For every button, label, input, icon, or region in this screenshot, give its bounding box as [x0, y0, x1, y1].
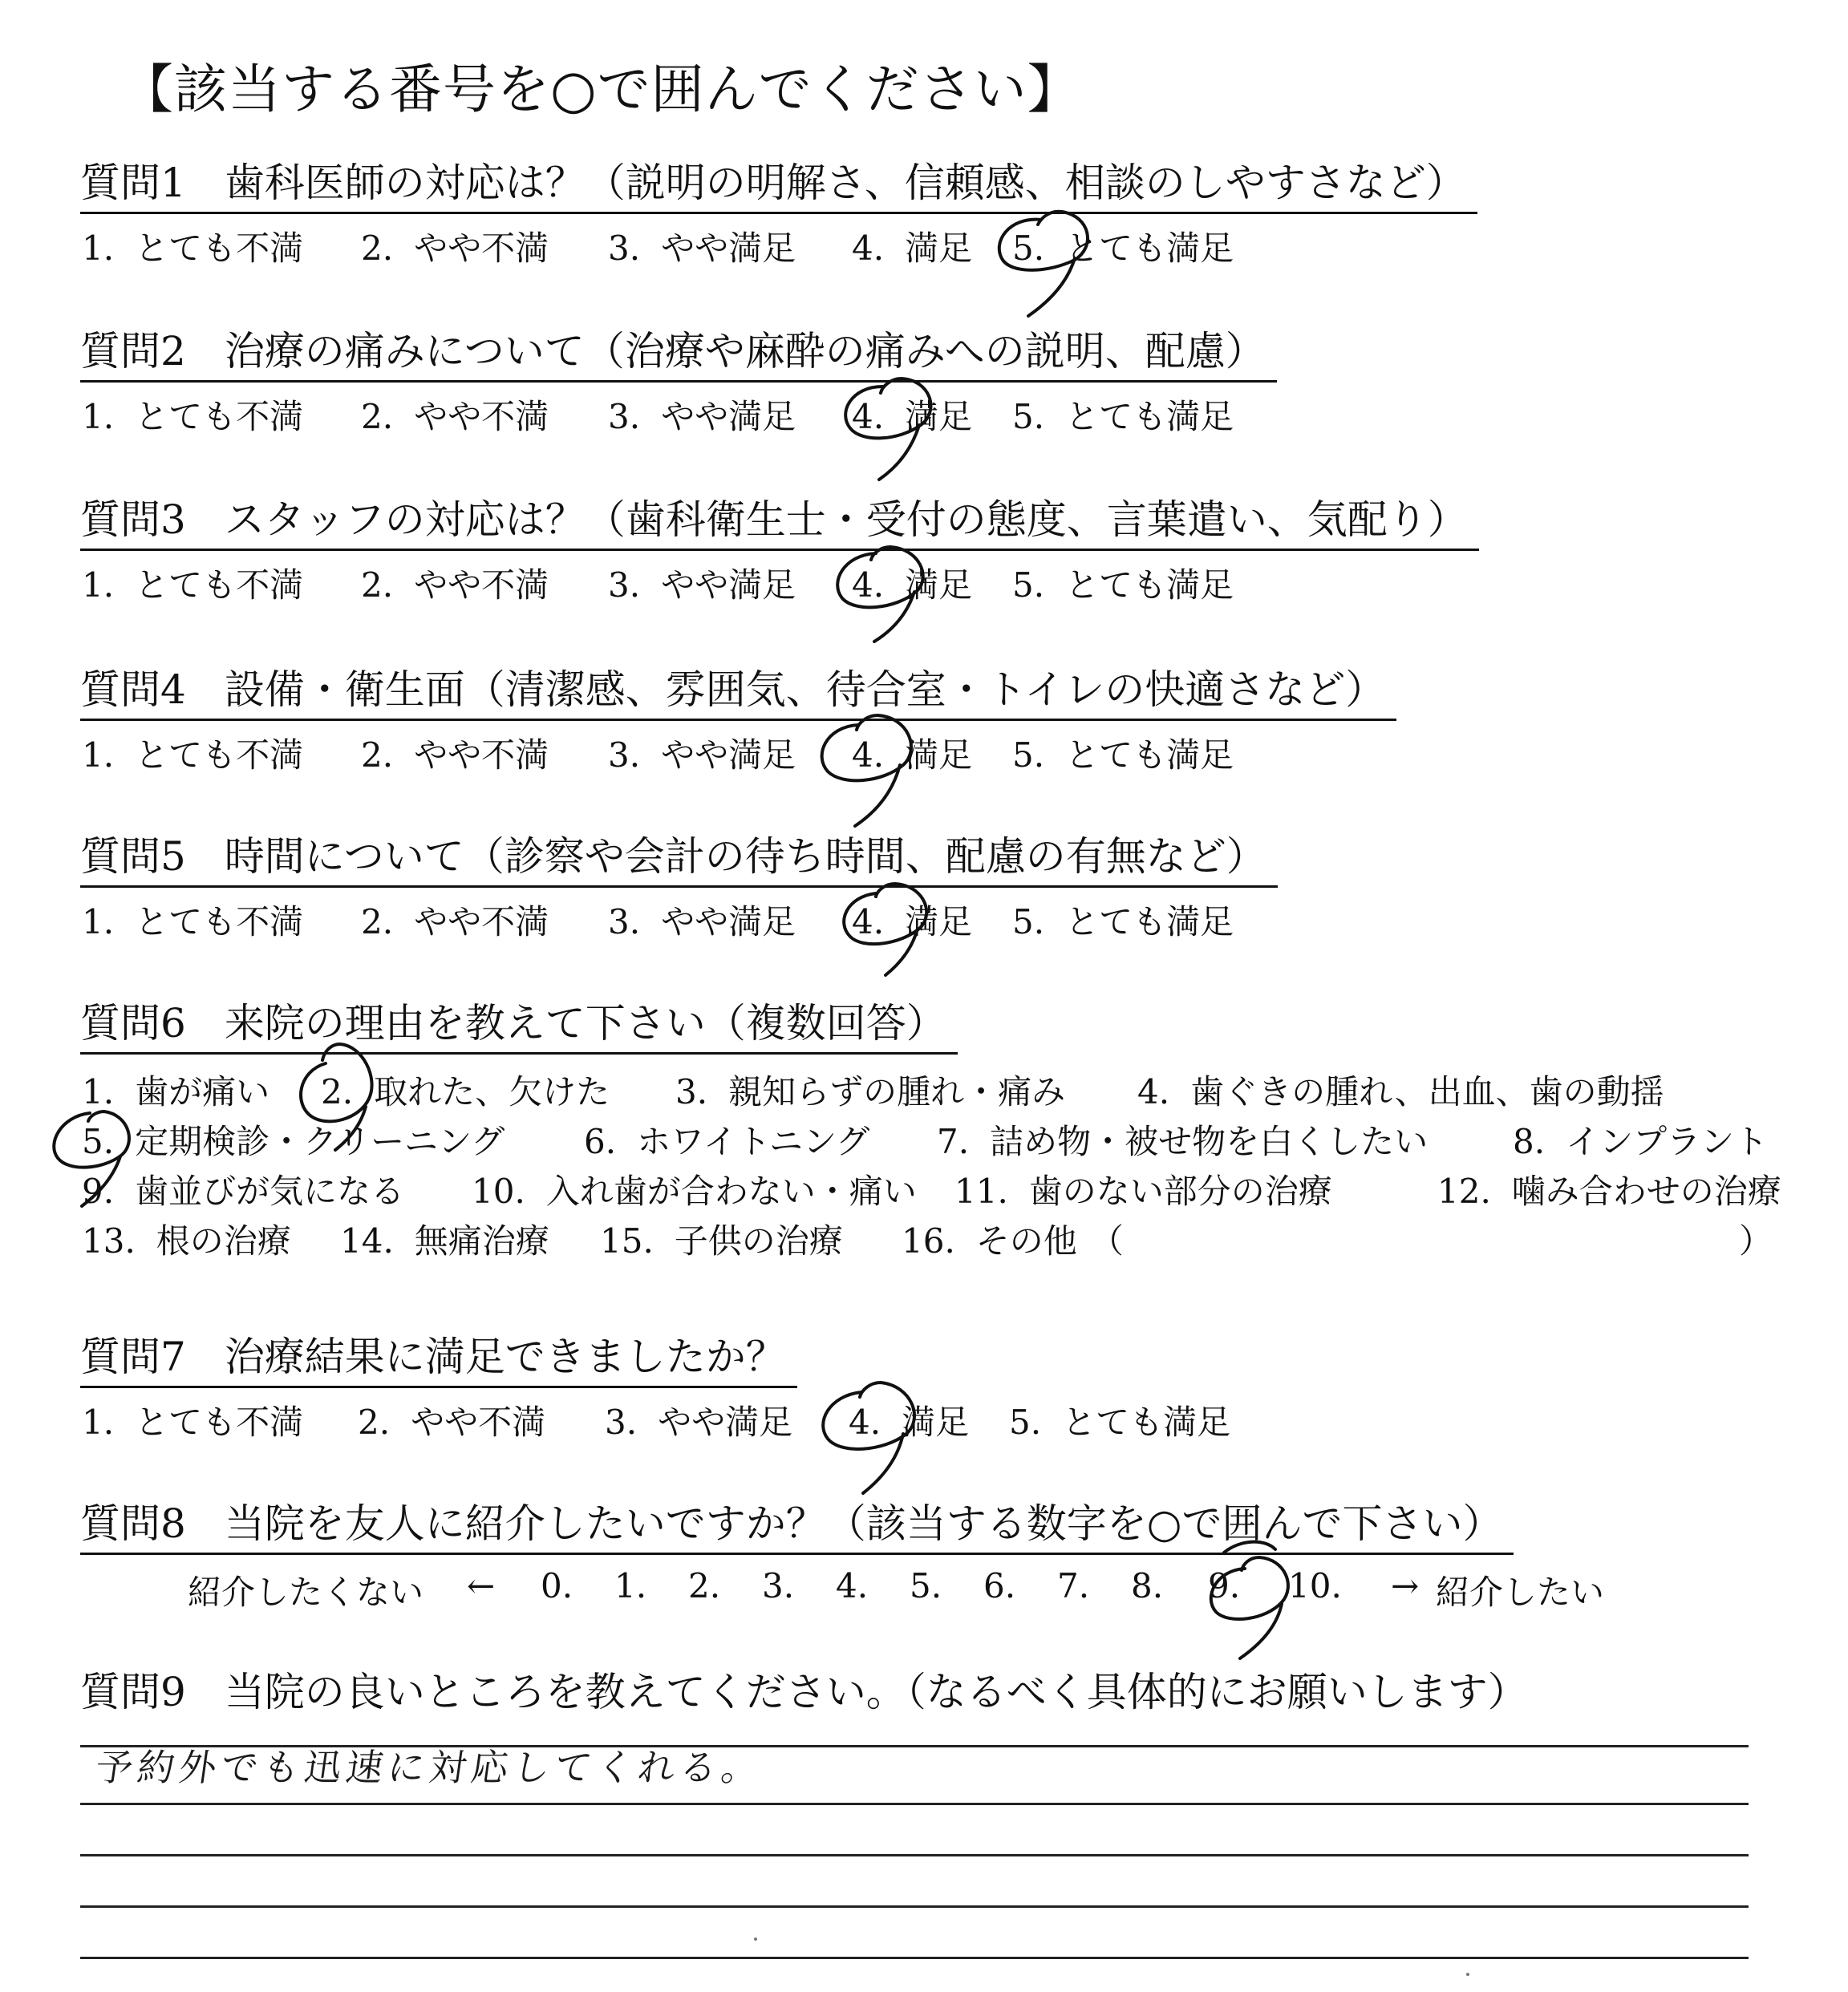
question-5-heading — [80, 832, 1278, 888]
q4-option-2[interactable]: 2. やや不満 — [361, 735, 549, 775]
q6-option5-circle-mark — [45, 1108, 141, 1213]
q2-option-2[interactable]: 2. やや不満 — [361, 397, 549, 436]
q7-option-2[interactable]: 2. やや不満 — [358, 1403, 546, 1442]
question-2-scale — [80, 391, 1277, 439]
q6-option2-circle-mark — [286, 1039, 390, 1160]
question-7-text: 治療結果に満足できましたか？ — [224, 1334, 786, 1380]
question-7-heading — [80, 1333, 797, 1388]
q6-row-4 — [80, 1215, 1773, 1265]
q2-option-5[interactable]: 5. とても満足 — [1012, 397, 1234, 436]
q3-option-4[interactable]: 4. 満足 — [852, 565, 973, 605]
answer-line-2 — [80, 1803, 1749, 1805]
q8-left-arrow: ← — [467, 1566, 496, 1605]
q4-option-4[interactable]: 4. 満足 — [852, 735, 973, 775]
question-5-scale — [80, 896, 1278, 944]
q7-option-3[interactable]: 3. やや満足 — [605, 1403, 793, 1442]
question-1-heading — [80, 159, 1477, 214]
question-9 — [80, 1668, 1528, 1716]
q7-option-4[interactable]: 4. 満足 — [849, 1403, 970, 1442]
question-6-heading — [80, 999, 958, 1055]
q8-option-3[interactable]: 3. — [762, 1566, 795, 1605]
q6-option-1[interactable]: 1. 歯が痛い — [82, 1072, 270, 1111]
question-6-text: 来院の理由を教えて下さい（複数回答） — [224, 1000, 946, 1047]
q6-row-2 — [80, 1115, 1769, 1165]
question-7-scale — [80, 1396, 1231, 1444]
q8-option-10[interactable]: 10. — [1288, 1566, 1342, 1605]
q1-option-3[interactable]: 3. やや満足 — [608, 229, 796, 268]
q6-option-12[interactable]: 12. 噛み合わせの治療 — [1437, 1172, 1781, 1211]
q6-option-2[interactable]: 2. 取れた、欠けた — [321, 1072, 610, 1111]
q4-option-5[interactable]: 5. とても満足 — [1012, 735, 1234, 775]
q8-option-4[interactable]: 4. — [836, 1566, 869, 1605]
question-5-text: 時間について（診察や会計の待ち時間、配慮の有無など） — [224, 833, 1266, 880]
question-5-number: 質問5 — [80, 833, 186, 880]
q8-option-7[interactable]: 7. — [1057, 1566, 1090, 1605]
q5-option-1[interactable]: 1. とても不満 — [82, 902, 304, 941]
question-7 — [80, 1333, 1231, 1444]
question-9-heading — [80, 1668, 1528, 1716]
q5-option-3[interactable]: 3. やや満足 — [608, 902, 796, 941]
q6-row-1 — [80, 1066, 1664, 1115]
question-2 — [80, 327, 1277, 439]
q1-option-2[interactable]: 2. やや不満 — [361, 229, 549, 268]
question-3-number: 質問3 — [80, 496, 186, 543]
q6-other-paren-close: ） — [1739, 1221, 1773, 1261]
question-4-scale — [80, 729, 1396, 777]
q7-option-5[interactable]: 5. とても満足 — [1009, 1403, 1231, 1442]
q8-option-0[interactable]: 0. — [541, 1566, 573, 1605]
q8-option-2[interactable]: 2. — [688, 1566, 721, 1605]
q6-option-16[interactable]: 16. その他 （ — [902, 1221, 1124, 1261]
q8-option-5[interactable]: 5. — [910, 1566, 942, 1605]
q8-right-label: 紹介したい — [1436, 1573, 1605, 1612]
question-4 — [80, 666, 1396, 777]
question-8-number: 質問8 — [80, 1500, 186, 1547]
question-1-number: 質問1 — [80, 160, 186, 206]
q8-option-8[interactable]: 8. — [1131, 1566, 1164, 1605]
q8-circle-mark — [1192, 1520, 1304, 1665]
q6-option-8[interactable]: 8. インプラント — [1513, 1122, 1769, 1161]
q1-option-1[interactable]: 1. とても不満 — [82, 229, 304, 268]
q6-option-15[interactable]: 15. 子供の治療 — [600, 1221, 843, 1261]
q6-option-10[interactable]: 10. 入れ歯が合わない・痛い — [472, 1172, 917, 1211]
q6-option-14[interactable]: 14. 無痛治療 — [340, 1221, 549, 1261]
q7-circle-mark — [812, 1381, 932, 1501]
question-3-heading — [80, 496, 1479, 551]
question-8-text: 当院を友人に紹介したいですか？（該当する数字を○で囲んで下さい） — [224, 1500, 1503, 1547]
question-3-scale — [80, 559, 1479, 607]
question-3 — [80, 496, 1479, 607]
q6-option-11[interactable]: 11. 歯のない部分の治療 — [954, 1172, 1332, 1211]
answer-line-5 — [80, 1957, 1749, 1959]
q2-option-4[interactable]: 4. 満足 — [852, 397, 973, 436]
q2-circle-mark — [833, 377, 953, 489]
q3-option-5[interactable]: 5. とても満足 — [1012, 565, 1234, 605]
scan-speck — [1466, 1973, 1469, 1976]
answer-line-3 — [80, 1854, 1749, 1856]
q6-option-13[interactable]: 13. 根の治療 — [82, 1221, 291, 1261]
q6-option-5[interactable]: 5. 定期検診・クリーニング — [82, 1122, 505, 1161]
q6-option-4[interactable]: 4. 歯ぐきの腫れ、出血、歯の動揺 — [1137, 1072, 1664, 1111]
question-1-scale — [80, 222, 1477, 270]
q2-option-1[interactable]: 1. とても不満 — [82, 397, 304, 436]
q4-option-3[interactable]: 3. やや満足 — [608, 735, 796, 775]
q8-option-9[interactable]: 9. — [1208, 1566, 1241, 1605]
q1-option-4[interactable]: 4. 満足 — [852, 229, 973, 268]
q6-row-3 — [80, 1165, 1781, 1215]
q1-option-5[interactable]: 5. とても満足 — [1012, 229, 1234, 268]
q5-option-4[interactable]: 4. 満足 — [852, 902, 973, 941]
q6-option-9[interactable]: 9. 歯並びが気になる — [82, 1172, 405, 1211]
question-2-number: 質問2 — [80, 328, 186, 375]
q6-option-3[interactable]: 3. 親知らずの腫れ・痛み — [675, 1072, 1066, 1111]
q6-option-7[interactable]: 7. 詰め物・被せ物を白くしたい — [937, 1122, 1429, 1161]
q3-option-3[interactable]: 3. やや満足 — [608, 565, 796, 605]
question-2-text: 治療の痛みについて（治療や麻酔の痛みへの説明、配慮） — [224, 328, 1266, 375]
question-1 — [80, 159, 1477, 270]
q7-option-1[interactable]: 1. とても不満 — [82, 1403, 304, 1442]
q5-option-2[interactable]: 2. やや不満 — [361, 902, 549, 941]
question-4-number: 質問4 — [80, 666, 186, 713]
q1-circle-mark — [985, 210, 1105, 322]
q4-option-1[interactable]: 1. とても不満 — [82, 735, 304, 775]
question-6 — [80, 999, 1781, 1265]
q6-option-6[interactable]: 6. ホワイトニング — [584, 1122, 870, 1161]
question-6-number: 質問6 — [80, 1000, 186, 1047]
scan-speck — [754, 1937, 757, 1941]
question-3-text: スタッフの対応は？（歯科衛生士・受付の態度、言葉遣い、気配り） — [224, 496, 1468, 543]
q9-handwritten-answer[interactable]: 予約外でも迅速に対応してくれる。 — [92, 1746, 767, 1789]
q8-option-6[interactable]: 6. — [983, 1566, 1016, 1605]
q3-option-2[interactable]: 2. やや不満 — [361, 565, 549, 605]
answer-line-4 — [80, 1905, 1749, 1908]
page-title: 【該当する番号を○で囲んでください】 — [120, 59, 1081, 120]
question-7-number: 質問7 — [80, 1334, 186, 1380]
question-9-text: 当院の良いところを教えてください。（なるべく具体的にお願いします） — [224, 1669, 1528, 1715]
q3-circle-mark — [823, 545, 943, 650]
question-9-number: 質問9 — [80, 1669, 186, 1715]
question-1-text: 歯科医師の対応は？（説明の明解さ、信頼感、相談のしやすさなど） — [224, 160, 1466, 206]
q5-option-5[interactable]: 5. とても満足 — [1012, 902, 1234, 941]
question-4-heading — [80, 666, 1396, 721]
q8-right-arrow: → — [1391, 1566, 1420, 1605]
q5-circle-mark — [829, 882, 950, 986]
q4-circle-mark — [810, 714, 930, 834]
question-2-heading — [80, 327, 1277, 383]
q3-option-1[interactable]: 1. とても不満 — [82, 565, 304, 605]
question-5 — [80, 832, 1278, 944]
q8-option-1[interactable]: 1. — [614, 1566, 647, 1605]
q6-other-paren-open: （ — [1089, 1221, 1124, 1261]
q2-option-3[interactable]: 3. やや満足 — [608, 397, 796, 436]
q8-left-label: 紹介したくない — [188, 1573, 424, 1612]
question-4-text: 設備・衛生面（清潔感、雰囲気、待合室・トイレの快適さなど） — [224, 666, 1386, 713]
